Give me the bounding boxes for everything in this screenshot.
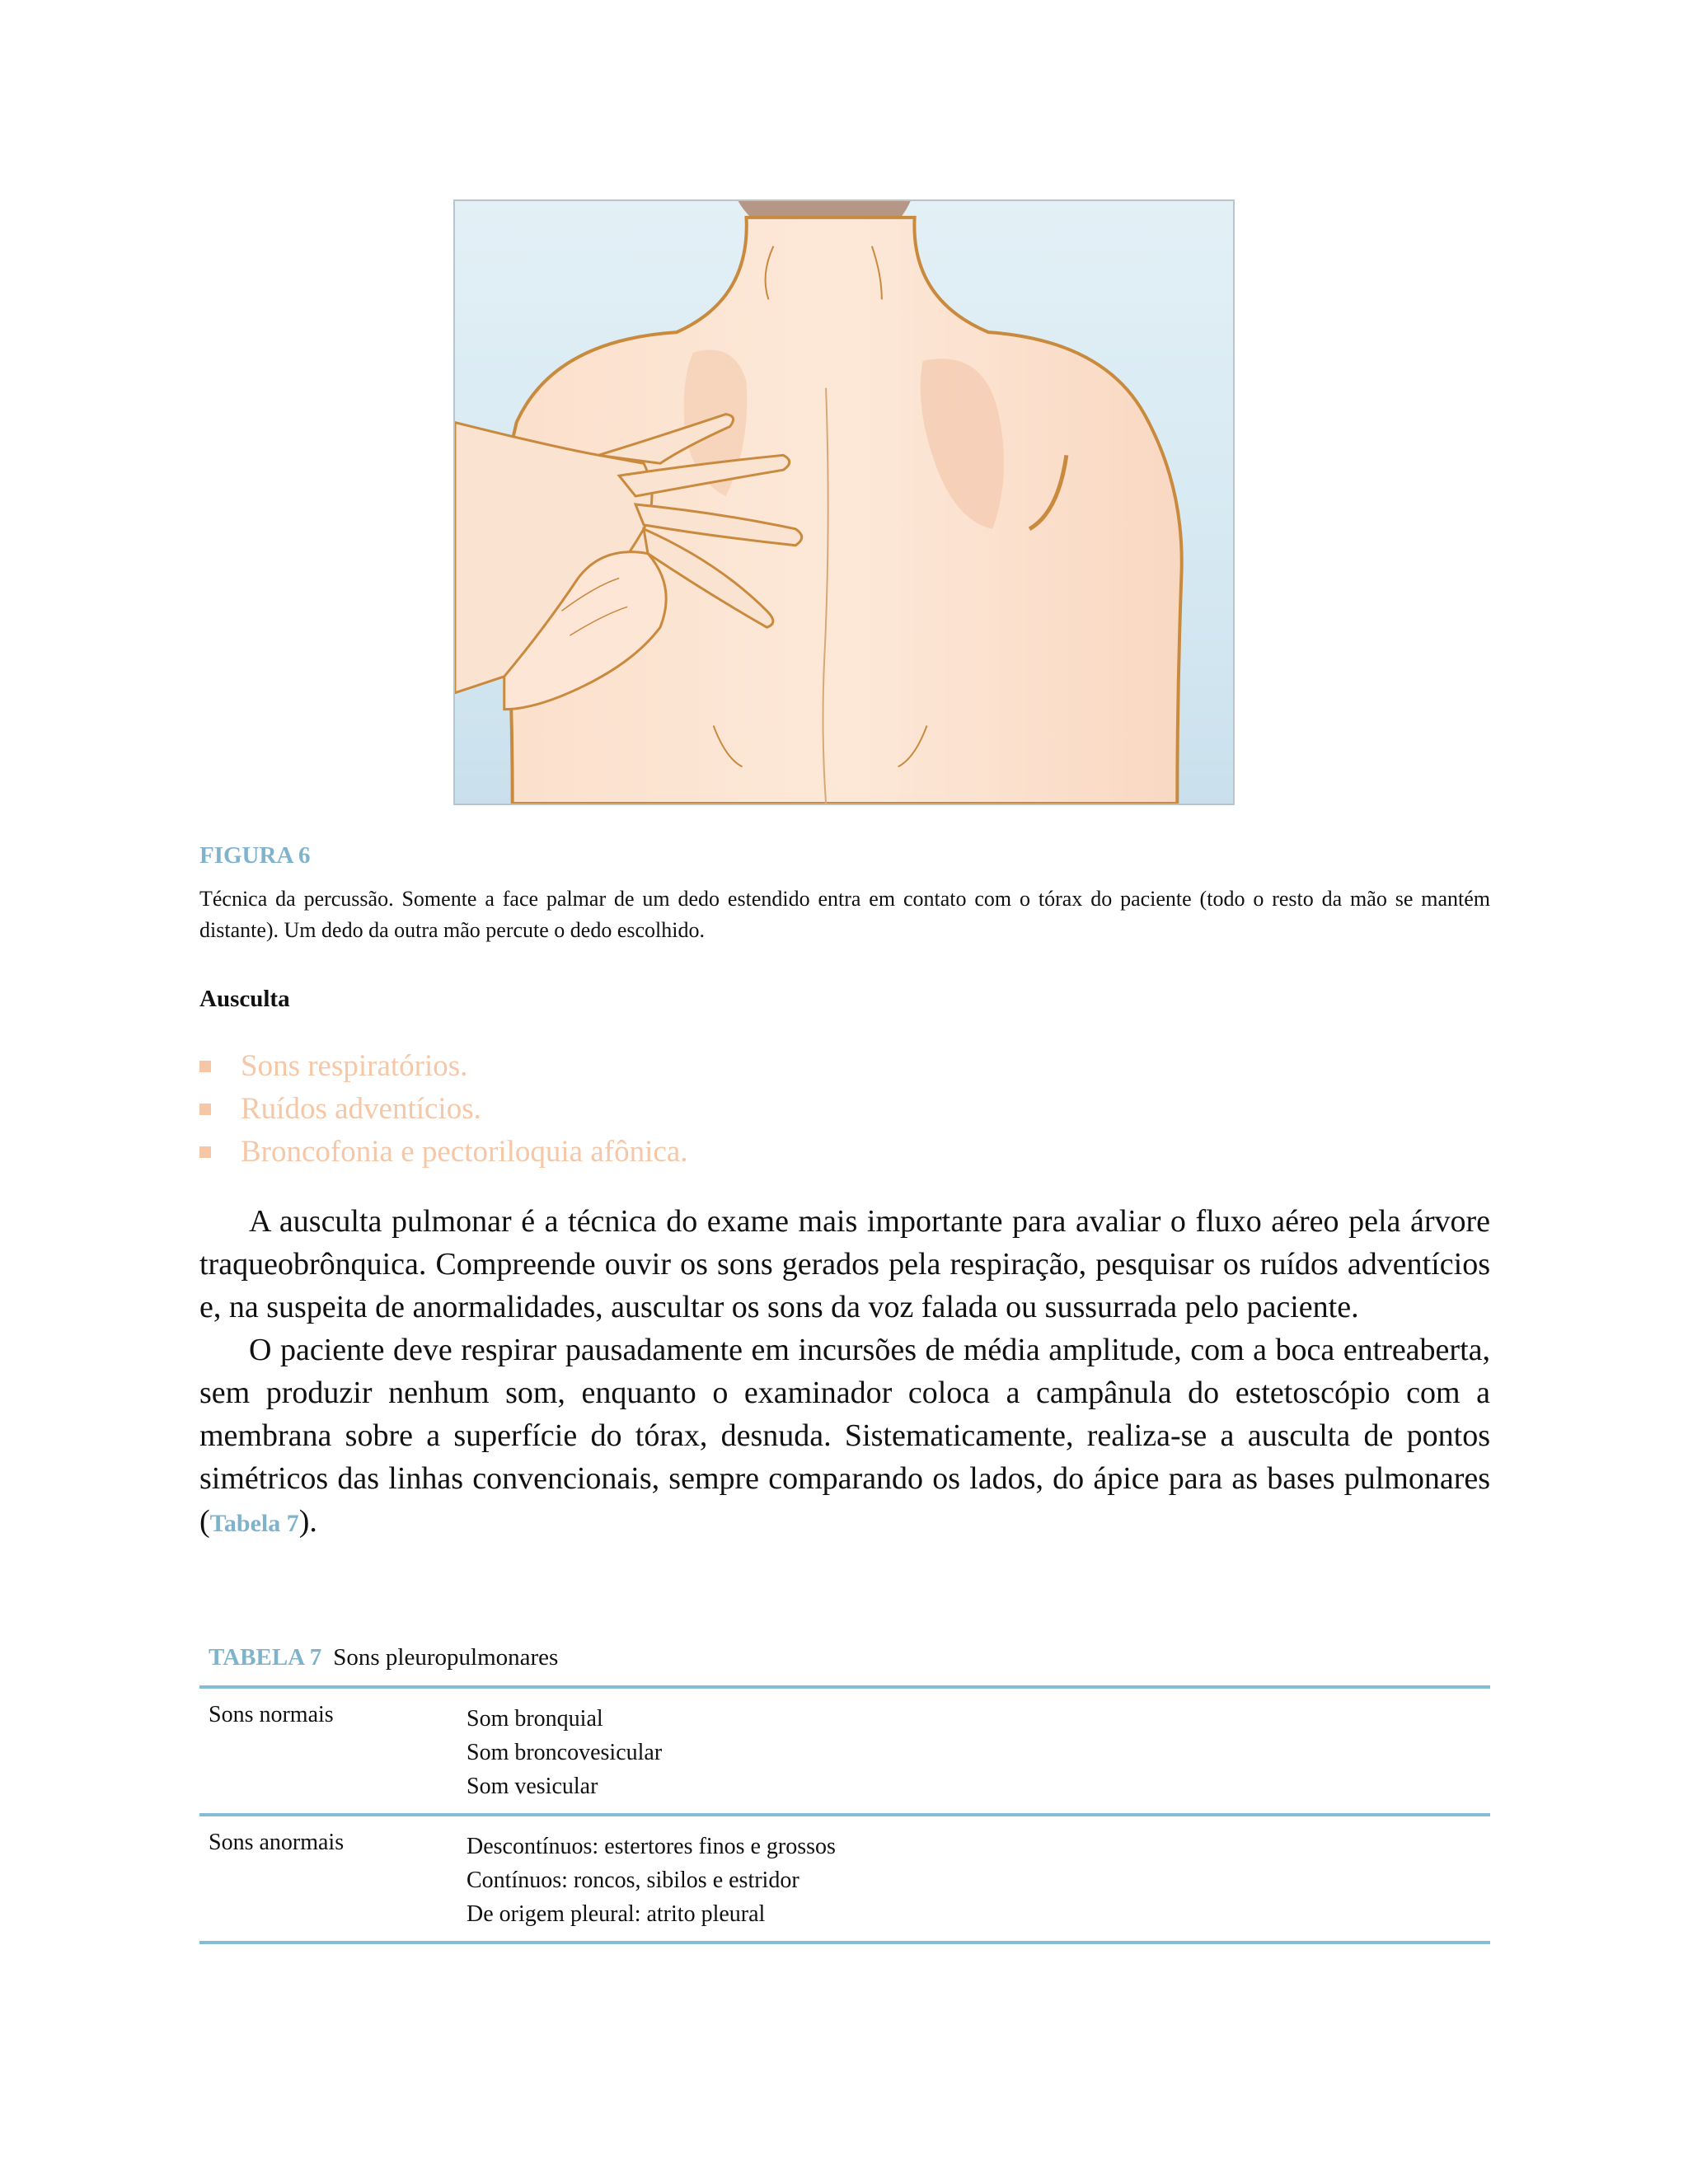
- row-item: Contínuos: roncos, sibilos e estridor: [467, 1868, 799, 1893]
- topic-list: [199, 1045, 687, 1174]
- paragraph-2: [199, 1329, 1490, 1545]
- square-bullet-icon: [199, 1104, 211, 1115]
- row-label: Sons normais: [209, 1702, 334, 1727]
- topic-text: Ruídos adventícios.: [241, 1092, 481, 1126]
- topic-text: Broncofonia e pectoriloquia afônica.: [241, 1135, 688, 1169]
- row-items: [467, 1702, 662, 1803]
- list-item: [199, 1131, 687, 1174]
- row-items: [467, 1830, 836, 1931]
- row-item: Som bronquial: [467, 1706, 603, 1732]
- table-row: [199, 1689, 1490, 1813]
- body-text: [199, 1200, 1490, 1545]
- row-item: De origem pleural: atrito pleural: [467, 1901, 766, 1927]
- list-item: [199, 1045, 687, 1088]
- section-title: Ausculta: [199, 986, 290, 1012]
- percussion-illustration: [455, 201, 1233, 804]
- square-bullet-icon: [199, 1146, 211, 1158]
- list-item: [199, 1088, 687, 1131]
- table-row: [199, 1816, 1490, 1941]
- row-item: Som vesicular: [467, 1774, 598, 1799]
- table-title: Sons pleuropulmonares: [333, 1644, 559, 1671]
- figure-label: FIGURA 6: [199, 842, 311, 869]
- square-bullet-icon: [199, 1061, 211, 1072]
- paragraph-2-text: O paciente deve respirar pausadamente em incursões de média amplitude, com a boca entreaberta, sem produzir nenhum som, enquanto o examinador coloca a campânula do estetoscópio com a membrana sobre a superfície do tórax, desnuda. Sistematicamente, realiza-se a ausculta de pontos simétricos das linhas convencionais, sempre comparando os lados, do ápice para as bases pulmonares (: [199, 1333, 1490, 1539]
- table-rule: [199, 1941, 1490, 1944]
- row-item: Descontínuos: estertores finos e grossos: [467, 1834, 836, 1859]
- table-caption: [209, 1644, 558, 1671]
- sounds-table: [199, 1685, 1490, 1944]
- paragraph-2-end: ).: [298, 1504, 317, 1539]
- figure-caption: Técnica da percussão. Somente a face palmar de um dedo estendido entra em contato com o tórax do paciente (todo o resto da mão se mantém distante). Um dedo da outra mão percute o dedo escolhido.: [199, 887, 1490, 942]
- table-number: TABELA 7: [209, 1644, 322, 1671]
- row-item: Som broncovesicular: [467, 1740, 663, 1765]
- topic-text: Sons respiratórios.: [241, 1049, 468, 1083]
- table-reference-link[interactable]: Tabela 7: [209, 1510, 299, 1537]
- figure-illustration-percussion: [453, 199, 1235, 805]
- row-label: Sons anormais: [209, 1830, 345, 1855]
- paragraph-1: A ausculta pulmonar é a técnica do exame mais importante para avaliar o fluxo aéreo pela árvore traqueobrônquica. Compreende ouvir os sons gerados pela respiração, pesquisar os ruídos adventícios e, na suspeita de anormalidades, auscultar os sons da voz falada ou sussurrada pelo paciente.: [199, 1204, 1490, 1324]
